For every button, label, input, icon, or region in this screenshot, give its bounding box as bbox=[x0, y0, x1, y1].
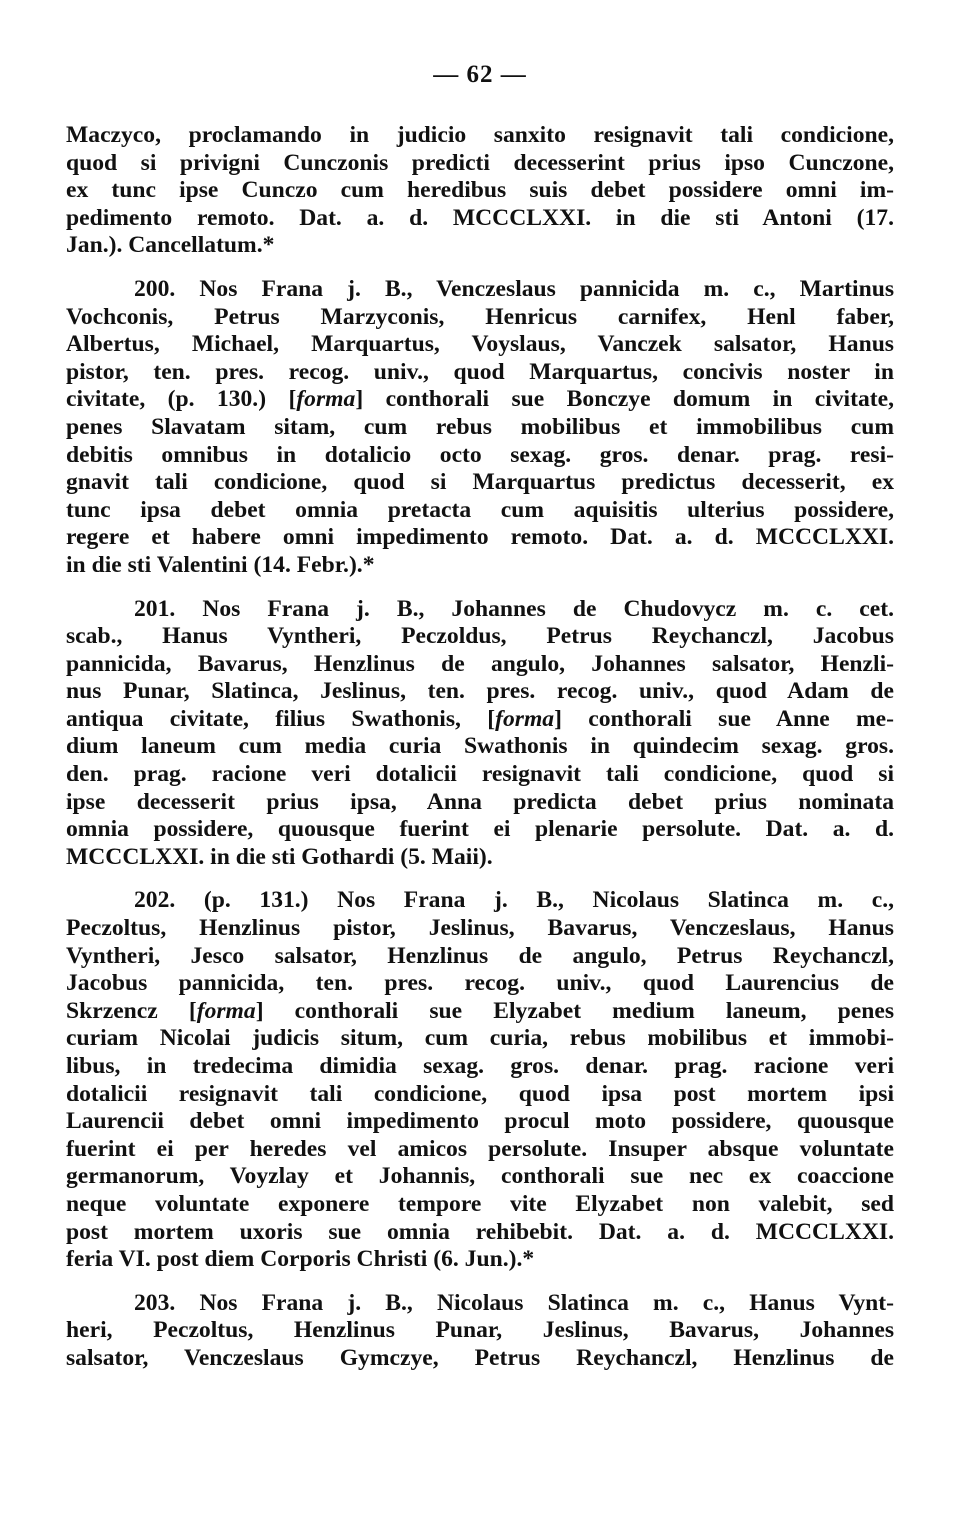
text-line: pannicida, Bavarus, Henzlinus de angulo, Johannes salsator, Henzli- bbox=[66, 650, 894, 677]
text-line: Laurencii debet omni impedimento procul moto possidere, quousque bbox=[66, 1108, 894, 1135]
text-line: ex tunc ipse Cunczo cum heredibus suis debet possidere omni im- bbox=[66, 177, 894, 204]
text-line: dium laneum cum media curia Swathonis in quindecim sexag. gros. bbox=[66, 733, 894, 760]
text-line: neque voluntate exponere tempore vite Elyzabet non valebit, sed bbox=[66, 1190, 894, 1217]
text-line: tunc ipsa debet omnia pretacta cum aquisitis ulterius possidere, bbox=[66, 496, 894, 523]
text-line: MCCCLXXI. in die sti Gothardi (5. Maii). bbox=[66, 843, 493, 870]
text-line: 203. Nos Frana j. B., Nicolaus Slatinca m. c., Hanus Vynt- bbox=[134, 1289, 894, 1316]
text-line: pistor, ten. pres. recog. univ., quod Marquartus, concivis noster in bbox=[66, 358, 894, 385]
text-line: Vyntheri, Jesco salsator, Henzlinus de angulo, Petrus Reychanczl, bbox=[66, 942, 894, 969]
text-line: scab., Hanus Vyntheri, Peczoldus, Petrus Reychanczl, Jacobus bbox=[66, 623, 894, 650]
text-line: curiam Nicolai judicis situm, cum curia, rebus mobilibus et immobi- bbox=[66, 1025, 894, 1052]
text-line: civitate, (p. 130.) [forma] conthorali sue Bonczye domum in civitate, bbox=[66, 386, 894, 413]
paragraph-continuation bbox=[66, 122, 894, 260]
text-line: penes Slavatam sitam, cum rebus mobilibus et immobilibus cum bbox=[66, 413, 894, 440]
text-line: gnavit tali condicione, quod si Marquartus predictus decesserit, ex bbox=[66, 469, 894, 496]
text-line: den. prag. racione veri dotalicii resignavit tali condicione, quod si bbox=[66, 761, 894, 788]
text-line: Peczoltus, Henzlinus pistor, Jeslinus, Bavarus, Venczeslaus, Hanus bbox=[66, 915, 894, 942]
text-line: Skrzencz [forma] conthorali sue Elyzabet medium laneum, penes bbox=[66, 997, 895, 1024]
text-line: Jacobus pannicida, ten. pres. recog. univ., quod Laurencius de bbox=[66, 970, 894, 997]
text-line: fuerint ei per heredes vel amicos persolute. Insuper absque voluntate bbox=[66, 1135, 894, 1162]
text-line: salsator, Venczeslaus Gymczye, Petrus Reychanczl, Henzlinus de bbox=[66, 1344, 894, 1371]
document-page bbox=[66, 58, 894, 1389]
text-line: Vochconis, Petrus Marzyconis, Henricus carnifex, Henl faber, bbox=[66, 303, 894, 330]
text-line: heri, Peczoltus, Henzlinus Punar, Jeslinus, Bavarus, Johannes bbox=[66, 1317, 894, 1344]
text-line: debitis omnibus in dotalicio octo sexag. gros. denar. prag. resi- bbox=[66, 441, 894, 468]
text-line: in die sti Valentini (14. Febr.).* bbox=[66, 551, 375, 578]
paragraph-entry-202 bbox=[66, 887, 894, 1273]
text-line: libus, in tredecima dimidia sexag. gros. denar. prag. racione veri bbox=[66, 1053, 894, 1079]
text-line: feria VI. post diem Corporis Christi (6. Jun.).* bbox=[66, 1246, 535, 1273]
text-line: 200. Nos Frana j. B., Venczeslaus pannicida m. c., Martinus bbox=[134, 275, 894, 302]
text-line: germanorum, Voyzlay et Johannis, conthorali sue nec ex coaccione bbox=[66, 1163, 894, 1190]
text-line: Jan.). Cancellatum.* bbox=[66, 232, 275, 259]
text-line: Maczyco, proclamando in judicio sanxito resignavit tali condicione, bbox=[66, 122, 894, 148]
text-line: antiqua civitate, filius Swathonis, [forma] conthorali sue Anne me- bbox=[66, 705, 894, 732]
italic-word: forma bbox=[296, 386, 356, 413]
italic-word: forma bbox=[196, 997, 256, 1024]
paragraph-entry-200 bbox=[66, 276, 894, 580]
text-line: post mortem uxoris sue omnia rehibebit. Dat. a. d. MCCCLXXI. bbox=[66, 1218, 894, 1245]
text-line: omnia possidere, quousque fuerint ei plenarie persolute. Dat. a. d. bbox=[66, 816, 894, 843]
text-line: Albertus, Michael, Marquartus, Voyslaus, Vanczek salsator, Hanus bbox=[66, 331, 894, 358]
text-line: ipse decesserit prius ipsa, Anna predicta debet prius nominata bbox=[66, 788, 894, 815]
paragraph-entry-201 bbox=[66, 596, 894, 872]
text-line: 202. (p. 131.) Nos Frana j. B., Nicolaus Slatinca m. c., bbox=[134, 887, 894, 914]
text-line: dotalicii resignavit tali condicione, quod ipsa post mortem ipsi bbox=[66, 1080, 894, 1107]
paragraph-entry-203 bbox=[66, 1290, 894, 1373]
text-line: pedimento remoto. Dat. a. d. MCCCLXXI. in die sti Antoni (17. bbox=[66, 204, 894, 231]
text-line: 201. Nos Frana j. B., Johannes de Chudovycz m. c. cet. bbox=[134, 595, 894, 622]
italic-word: forma bbox=[495, 705, 555, 732]
page-number: — 62 — bbox=[433, 61, 527, 88]
text-line: regere et habere omni impedimento remoto. Dat. a. d. MCCCLXXI. bbox=[66, 524, 894, 551]
text-line: quod si privigni Cunczonis predicti decesserint prius ipso Cunczone, bbox=[66, 149, 894, 176]
text-line: nus Punar, Slatinca, Jeslinus, ten. pres. recog. univ., quod Adam de bbox=[66, 678, 894, 705]
